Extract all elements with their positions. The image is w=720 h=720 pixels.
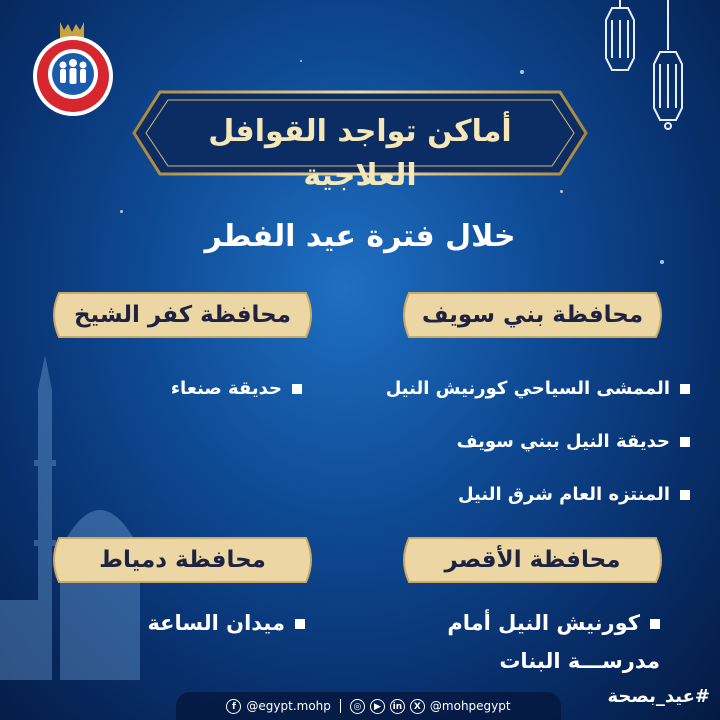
bullet-icon xyxy=(650,619,660,629)
page-title: أماكن تواجد القوافل العلاجية xyxy=(208,114,512,193)
hashtag: #عيد_بصحة xyxy=(607,686,710,707)
location-text: حديقة النيل ببني سويف xyxy=(456,431,670,452)
governorate-banner-kafr-el-sheikh xyxy=(45,287,320,343)
governorate-banner-beni-suef xyxy=(395,287,670,343)
bullet-icon xyxy=(680,384,690,394)
bullet-icon xyxy=(680,437,690,447)
bullet-icon xyxy=(680,490,690,500)
governorate-name: محافظة بني سويف xyxy=(421,302,644,328)
governorate-name: محافظة كفر الشيخ xyxy=(73,302,291,328)
governorate-name: محافظة دمياط xyxy=(99,547,266,573)
ministry-logo-icon xyxy=(30,18,116,118)
governorate-banner-luxor xyxy=(395,532,670,588)
facebook-icon[interactable]: f xyxy=(226,699,241,714)
location-text: المنتزه العام شرق النيل xyxy=(457,484,670,505)
location-item xyxy=(457,425,690,459)
instagram-icon[interactable]: ◎ xyxy=(350,699,365,714)
mosque-silhouette-icon xyxy=(0,350,150,680)
page-subtitle: خلال فترة عيد الفطر xyxy=(204,219,516,254)
governorate-banner-damietta xyxy=(45,532,320,588)
location-item xyxy=(386,372,690,406)
sparkle xyxy=(520,70,524,74)
location-text: الممشى السياحي كورنيش النيل xyxy=(385,378,670,399)
facebook-handle[interactable]: @egypt.mohp xyxy=(246,699,331,713)
lanterns-icon xyxy=(590,0,700,135)
divider xyxy=(340,699,341,713)
governorate-name: محافظة الأقصر xyxy=(444,547,621,573)
location-text: كورنيش النيل أمام xyxy=(447,611,640,635)
location-text-continued xyxy=(499,644,660,678)
location-item xyxy=(147,606,305,640)
location-text: مدرســـة البنات xyxy=(499,649,660,673)
bullet-icon xyxy=(295,619,305,629)
sparkle xyxy=(300,60,302,62)
location-item xyxy=(447,606,660,640)
linkedin-icon[interactable]: in xyxy=(390,699,405,714)
social-footer xyxy=(176,692,561,720)
youtube-icon[interactable]: ▶ xyxy=(370,699,385,714)
sparkle xyxy=(660,260,664,264)
location-text: حديقة صنعاء xyxy=(170,378,282,399)
x-icon[interactable]: X xyxy=(410,699,425,714)
location-text: ميدان الساعة xyxy=(147,611,285,635)
bullet-icon xyxy=(292,384,302,394)
location-item xyxy=(171,372,302,406)
sparkle xyxy=(120,210,123,213)
social-handle[interactable]: @mohpegypt xyxy=(429,699,511,713)
location-item xyxy=(458,478,690,512)
